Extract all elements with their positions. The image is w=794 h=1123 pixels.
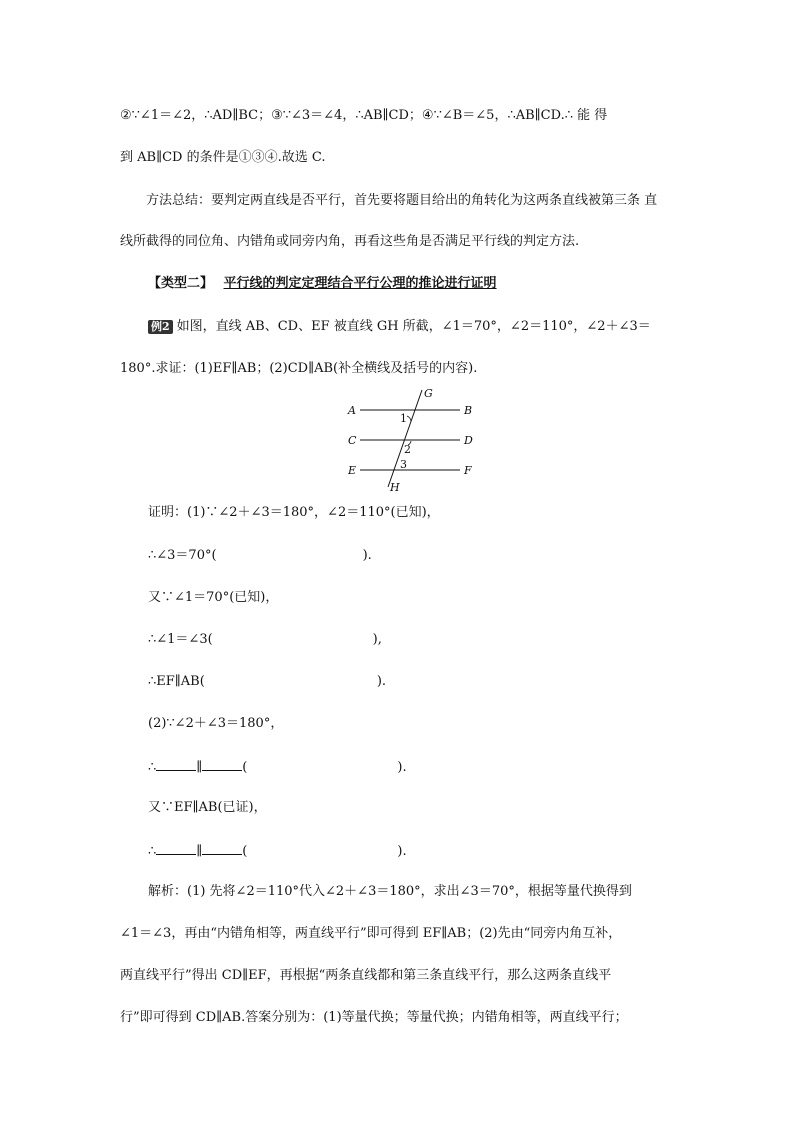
proof-line <box>148 674 386 690</box>
example-line: 180°.求证：(1)EF∥AB；(2)CD∥AB(补全横线及括号的内容). <box>120 361 478 376</box>
angle-label-2: 2 <box>404 443 411 456</box>
method-summary-line: 线所截得的同位角、内错角或同旁内角，再看这些角是否满足平行线的判定方法. <box>120 234 580 249</box>
line-gh <box>388 390 422 487</box>
analysis-line: 解析：(1) 先将∠2＝110°代入∠2＋∠3＝180°，求出∠3＝70°，根据等量代换得到 <box>148 884 632 899</box>
proof-text: ). <box>397 760 407 775</box>
paragraph-line: 到 AB∥CD 的条件是①③④.故选 C. <box>120 150 326 165</box>
proof-line: 又∵∠1＝70°(已知)， <box>148 590 279 605</box>
label-f: F <box>464 464 472 477</box>
label-c: C <box>348 434 357 447</box>
fill-blank[interactable] <box>202 758 242 771</box>
example-text: 如图，直线 AB、CD、EF 被直线 GH 所截，∠1＝70°，∠2＝110°，∠2＋∠3＝ <box>176 319 651 334</box>
label-b: B <box>464 404 473 417</box>
geometry-figure <box>340 385 490 495</box>
proof-text: ). <box>376 674 387 689</box>
angle-label-1: 1 <box>400 412 407 425</box>
proof-text: ∴ <box>148 844 157 859</box>
example-line <box>148 319 651 335</box>
proof-text: ∴∠1＝∠3( <box>148 632 213 647</box>
proof-text: ). <box>397 844 407 859</box>
proof-text: ∥ <box>196 760 203 775</box>
label-e: E <box>348 464 357 477</box>
proof-line: 证明：(1)∵∠2＋∠3＝180°，∠2＝110°(已知)， <box>148 505 440 520</box>
fill-blank[interactable] <box>156 842 196 855</box>
proof-line <box>148 548 372 564</box>
proof-text: ∴EF∥AB( <box>148 674 205 689</box>
label-a: A <box>348 404 356 417</box>
section-heading <box>148 276 497 292</box>
proof-line <box>148 842 407 860</box>
section-tag: 【类型二】 <box>148 276 214 291</box>
fill-blank[interactable] <box>156 758 196 771</box>
proof-text: ), <box>372 632 382 647</box>
analysis-line: 两直线平行”得出 CD∥EF，再根据“两条直线都和第三条直线平行，那么这两条直线平 <box>120 968 612 983</box>
proof-line: 又∵EF∥AB(已证)， <box>148 800 267 815</box>
label-h: H <box>390 481 400 494</box>
method-summary-line: 方法总结：要判定两直线是否平行，首先要将题目给出的角转化为这两条直线被第三条 直 <box>146 193 658 208</box>
angle-mark-1 <box>407 416 411 422</box>
fill-blank[interactable] <box>202 842 242 855</box>
proof-text: ( <box>242 760 248 775</box>
proof-text: ∥ <box>196 844 203 859</box>
proof-text: ). <box>362 548 372 563</box>
proof-line <box>148 758 407 776</box>
example-badge: 例2 <box>148 320 173 334</box>
analysis-line: 行”即可得到 CD∥AB.答案分别为：(1)等量代换；等量代换；内错角相等，两直线平行； <box>120 1010 628 1025</box>
angle-label-3: 3 <box>400 458 407 471</box>
label-d: D <box>464 434 473 447</box>
proof-line <box>148 632 382 648</box>
section-title: 平行线的判定定理结合平行公理的推论进行证明 <box>223 276 497 291</box>
label-g: G <box>424 387 433 400</box>
proof-text: ( <box>242 844 248 859</box>
proof-text: ∴ <box>148 760 157 775</box>
analysis-line: ∠1＝∠3，再由“内错角相等，两直线平行”即可得到 EF∥AB；(2)先由“同旁内角互补， <box>120 926 622 941</box>
paragraph-line: ②∵∠1＝∠2，∴AD∥BC；③∵∠3＝∠4，∴AB∥CD；④∵∠B＝∠5，∴AB∥CD.∴ 能 得 <box>120 108 608 123</box>
proof-text: ∴∠3＝70°( <box>148 548 217 563</box>
proof-line: (2)∵∠2＋∠3＝180°， <box>148 716 284 731</box>
